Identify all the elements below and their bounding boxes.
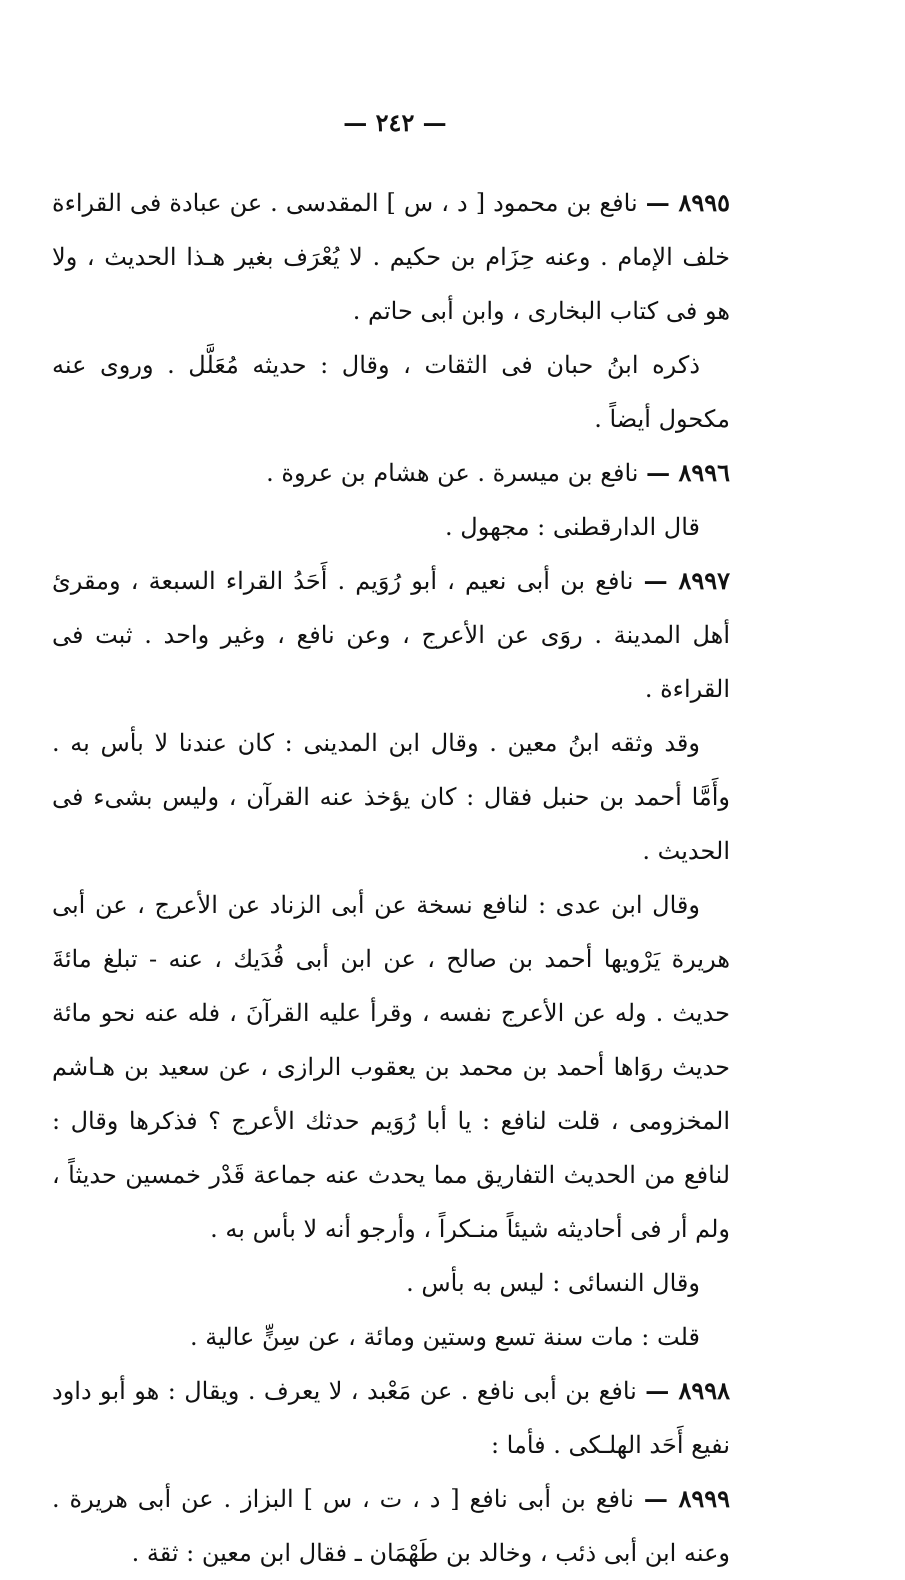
entry-8998	[52, 1364, 730, 1472]
paragraph: وقال ابن عدى : لنافع نسخة عن أبى الزناد عن الأعرج ، عن أبى هريرة يَرْويها أحمد بن صالح ، عن ابن أبى فُدَيك ، عنه - تبلغ مائةَ حديث . وله عن الأعرج نفسه ، وقرأ عليه القرآنَ ، فله عنه نحو مائة حديث روَاها أحمد بن محمد بن يعقوب الرازى ، عن سعيد بن هـاشم المخزومى ، قلت لنافع : يا أبا رُوَيم حدثك الأعرج ؟ فذكرها وقال : لنافع من الحديث التفاريق مما يحدث عنه جماعة قَدْر خمسين حديثاً ، ولم أر فى أحاديثه شيئاً منـكراً ، وأرجو أنه لا بأس به .	[52, 891, 731, 1243]
entry-text: نافع بن أبى نعيم ، أبو رُوَيم . أَحَدُ القراء السبعة ، ومقرئ أهل المدينة . روَى عن الأعرج ، وعن نافع ، وغير واحد . ثبت فى القراءة .	[52, 567, 730, 703]
entry-number: ٨٩٩٦ —	[646, 458, 730, 487]
paragraph: قلت : مات سنة تسع وستين ومائة ، عن سِنٍّ عالية .	[190, 1323, 700, 1351]
paragraph: وقال النسائى : ليس به بأس .	[406, 1269, 700, 1297]
entry-8999	[52, 1472, 730, 1580]
paragraph: قال الدارقطنى : مجهول .	[445, 513, 700, 541]
paragraph: ذكره ابنُ حبان فى الثقات ، وقال : حديثه مُعَلَّل . وروى عنه مكحول أيضاً .	[52, 351, 730, 433]
entry-text: نافع بن أبى نافع [ د ، ت ، س ] البزاز . عن أبى هريرة . وعنه ابن أبى ذئب ، وخالد بن طَهْمَان ـ فقال ابن معين : ثقة .	[52, 1485, 730, 1567]
body-text	[52, 176, 730, 1580]
page-number: — ٢٤٢ —	[343, 108, 447, 137]
paragraph: وقد وثقه ابنُ معين . وقال ابن المدينى : كان عندنا لا بأس به . وأَمَّا أحمد بن حنبل فقال : كان يؤخذ عنه القرآن ، وليس بشىء فى الحديث .	[52, 729, 730, 865]
entry-number: ٨٩٩٨ —	[645, 1376, 730, 1405]
entry-8995	[52, 176, 730, 338]
entry-number: ٨٩٩٧ —	[643, 566, 730, 595]
entry-number: ٨٩٩٥ —	[645, 188, 730, 217]
entry-8996	[52, 446, 730, 500]
entry-text: نافع بن أبى نافع . عن مَعْبد ، لا يعرف . ويقال : هو أبو داود نفيع أَحَد الهلـكى . فأما :	[52, 1377, 730, 1459]
entry-8997	[52, 554, 730, 716]
entry-number: ٨٩٩٩ —	[643, 1484, 731, 1513]
entry-text: نافع بن محمود [ د ، س ] المقدسى . عن عبادة فى القراءة خلف الإمام . وعنه حِزَام بن حكيم . لا يُعْرَف بغير هـذا الحديث ، ولا هو فى كتاب البخارى ، وابن أبى حاتم .	[52, 189, 730, 325]
entry-text: نافع بن ميسرة . عن هشام بن عروة .	[266, 459, 639, 487]
